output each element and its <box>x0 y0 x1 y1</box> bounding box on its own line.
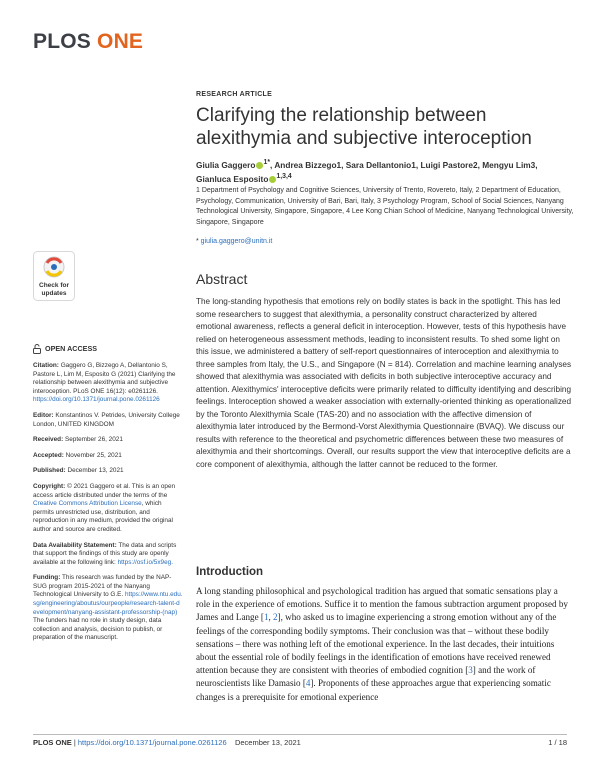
received-label: Received: <box>33 436 64 444</box>
data-link[interactable]: https://osf.io/5x9eg. <box>117 558 173 566</box>
article-title: Clarifying the relationship between alexithymia and subjective interoception <box>196 105 532 149</box>
corresponding-email <box>196 238 272 245</box>
intro-text: ]. Proponents of these approaches argue that experiencing somatic changes is a prerequisite for emotional experience <box>196 678 551 702</box>
badge-line2: updates <box>41 290 67 297</box>
footer-citation <box>33 738 301 747</box>
open-access-text: OPEN ACCESS <box>45 343 98 353</box>
journal-logo[interactable] <box>33 30 143 54</box>
copyright-text: © 2021 Gaggero et al. This is an open access article distributed under the terms of the <box>33 482 176 499</box>
abstract-text: The long-standing hypothesis that emotions rely on bodily states is back in the spotlight. This has led some researchers to suggest that alexithymia, a personality construct characterized by altered emotional awareness, reflects a general deficit in interoception. However, tests of this hypothesis have relied on heterogeneous assessment methods, leading to inconsistent results. To shed some light on this issue, we administered a battery of self-report questionnaires of interoception and alexithymia to three samples from Italy, the U.S., and Singapore (N = 814). Correlation and machine learning analyses showed that alexithymia was associated with deficits in both subjective interoceptive accuracy and attention. Alexithymics' interoceptive deficits were primarily related to difficulty identifying and describing feelings. Interoception showed a weaker association with externally-oriented thinking as operationalized by the Toronto Alexithymia Scale (TAS-20) and no association with the affective dimension of alexithymia later introduced by the Bermond-Vorst Alexithymia Questionnaire (BVAQ). We discuss our results with reference to the theoretical and psychometric differences between these two measures of alexithymia and their shortcomings. Overall, our results support the view that interoceptive deficits are a core component of alexithymia, although the latter cannot be reduced to the former. <box>196 297 572 469</box>
page-number: 1 / 18 <box>548 738 567 747</box>
accepted-date: November 25, 2021 <box>63 451 122 459</box>
author-list <box>196 157 576 185</box>
copyright-block <box>33 483 183 535</box>
open-lock-icon <box>33 344 41 354</box>
editor-block <box>33 412 183 429</box>
data-availability-label: Data Availability Statement: <box>33 541 117 549</box>
check-for-updates-badge[interactable] <box>33 251 75 301</box>
author-name[interactable]: Gianluca Esposito <box>196 173 269 184</box>
funding-link[interactable]: https://www.ntu.edu.sg/engineering/aboutus/ourpeople/research-talent-development/nanyang-assistant-professorship-(nap) <box>33 591 183 616</box>
footer-separator: | <box>71 738 78 747</box>
open-access-label <box>33 344 183 354</box>
license-link[interactable]: Creative Commons Attribution License <box>33 500 142 508</box>
copyright-label: Copyright: <box>33 482 66 490</box>
citation-doi-link[interactable]: https://doi.org/10.1371/journal.pone.0261126 <box>33 396 160 404</box>
data-availability-text: The data and scripts that support the findings of this study are openly available at the following link: <box>33 541 177 566</box>
intro-text: A long standing philosophical and psychological tradition has argued that somatic sensations play a role in the experience of emotions. Suffice it to mention the famous subtraction argument proposed by James and Lange [ <box>196 586 568 623</box>
author-mark: 1,3,4 <box>276 172 292 180</box>
accepted-label: Accepted: <box>33 451 64 459</box>
footer-date: December 13, 2021 <box>226 738 301 747</box>
citation-label: Citation: <box>33 362 59 369</box>
funding-text: This research was funded by the NAP-SUG program 2015-2021 of the Nanyang Technological University to G.E. <box>33 574 172 599</box>
email-link[interactable]: giulia.gaggero@unitn.it <box>200 238 273 245</box>
funding-block <box>33 574 183 643</box>
intro-text: ] and the work of neuroscientists like Damasio [ <box>196 665 536 689</box>
funding-text-end: The funders had no role in study design, data collection and analysis, decision to publish, or preparation of the manuscript. <box>33 617 163 642</box>
published-label: Published: <box>33 467 66 475</box>
article-type: RESEARCH ARTICLE <box>196 91 273 98</box>
citation-ref[interactable]: 4 <box>305 678 311 689</box>
author-names: , Andrea Bizzego1, Sara Dellantonio1, Luigi Pastore2, Mengyu Lim3, <box>270 159 538 170</box>
citation-ref[interactable]: 2 <box>273 612 278 623</box>
citation-ref[interactable]: 1 <box>263 612 269 623</box>
introduction-text <box>196 585 574 704</box>
funding-label: Funding: <box>33 574 61 582</box>
abstract-heading: Abstract <box>196 271 248 287</box>
footer-doi-link[interactable]: https://doi.org/10.1371/journal.pone.0261126 <box>77 738 227 747</box>
badge-line1: Check for <box>39 282 69 289</box>
intro-text: , <box>268 612 274 623</box>
introduction-heading: Introduction <box>196 566 264 578</box>
footer-journal: PLOS ONE <box>33 738 72 747</box>
editor-text: Konstantinos V. Petrides, University College London, UNITED KINGDOM <box>33 411 180 428</box>
logo-plos: PLOS <box>33 30 91 53</box>
citation-block <box>33 362 183 405</box>
received-block <box>33 436 183 445</box>
intro-text: ], who asked us to imagine experiencing a strong emotion without any of the feelings of the corresponding bodily symptoms. Their conclusion was that – without these bodily sensations – there was nothing left of the emotional experience. In the last decades, their intuitions about the essential role of bodily feelings in the identification of emotions have received renewed attention because they are consistent with theories of embodied cognition [ <box>196 612 557 676</box>
email-prefix: * <box>196 238 201 245</box>
logo-one: ONE <box>97 30 144 53</box>
check-for-updates-icon <box>33 251 75 301</box>
published-date: December 13, 2021 <box>65 467 124 475</box>
published-block <box>33 467 183 476</box>
data-availability-block <box>33 542 183 568</box>
affiliations: 1 Department of Psychology and Cognitive Sciences, University of Trento, Rovereto, Italy, 2 Department of Education, Psychology, Communication, University of Bari, Bari, Italy, 3 Psychology Program, School of Social Sciences, Nanyang Technological University, Singapore, Singapore, 4 Lee Kong Chian School of Medicine, Nanyang Technological University, Singapore, Singapore <box>196 187 574 226</box>
article-sidebar <box>33 344 183 650</box>
received-date: September 26, 2021 <box>63 436 123 444</box>
citation-text: Gaggero G, Bizzego A, Dellantonio S, Pastore L, Lim M, Esposito G (2021) Clarifying the relationship between alexithymia and subjective interoception. PLoS ONE 16(12): e0261126. <box>33 362 176 395</box>
citation-ref[interactable]: 3 <box>468 665 473 676</box>
copyright-text-end: , which permits unrestricted use, distribution, and reproduction in any medium, provided the original author and source are credited. <box>33 500 173 533</box>
author-mark: 1* <box>263 159 271 166</box>
footer-divider <box>33 734 567 735</box>
author-name[interactable]: Giulia Gaggero <box>196 159 256 170</box>
accepted-block <box>33 452 183 461</box>
editor-label: Editor: <box>33 411 54 419</box>
